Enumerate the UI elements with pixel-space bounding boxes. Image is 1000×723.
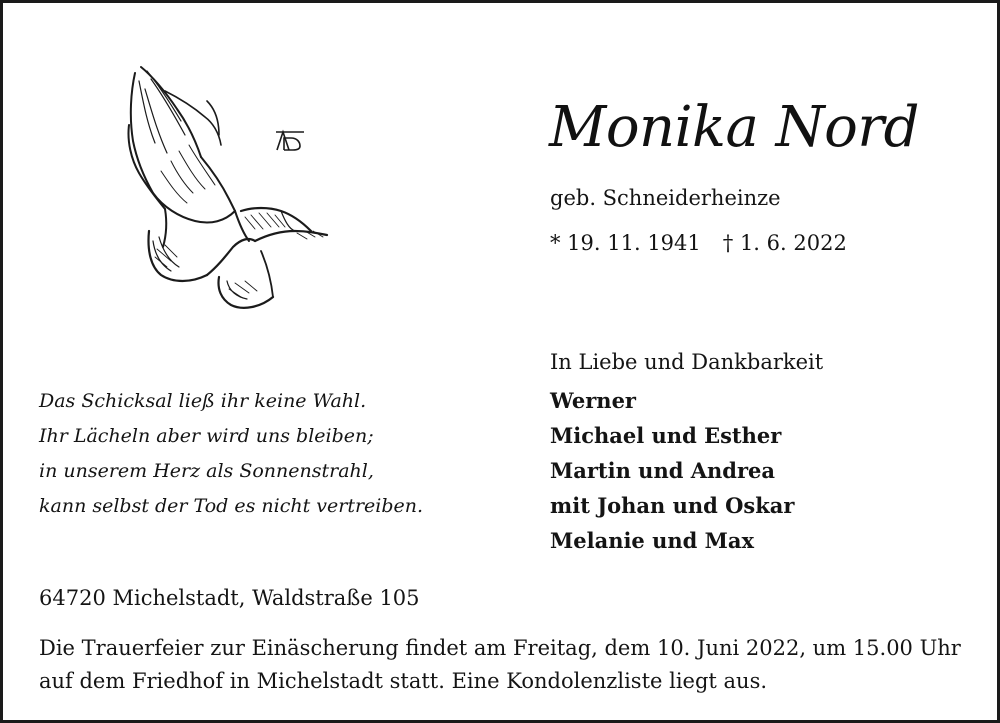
notice-line: Die Trauerfeier zur Einäscherung findet am Freitag, dem 10. Juni 2022, um 15.00 Uhr: [39, 636, 961, 660]
mourners-intro: In Liebe und Dankbarkeit: [550, 350, 824, 374]
maiden-name: geb. Schneiderheinze: [550, 186, 781, 210]
life-dates: [550, 231, 847, 255]
praying-hands-icon: [121, 61, 336, 311]
mourner-name: Melanie und Max: [550, 528, 755, 553]
deceased-name: Monika Nord: [549, 95, 919, 160]
poem-line: in unserem Herz als Sonnenstrahl,: [39, 460, 374, 482]
poem-line: Ihr Lächeln aber wird uns bleiben;: [39, 425, 374, 447]
family-address: 64720 Michelstadt, Waldstraße 105: [39, 586, 420, 610]
mourner-name: mit Johan und Oskar: [550, 493, 795, 518]
memorial-poem: [39, 387, 423, 527]
poem-line: kann selbst der Tod es nicht vertreiben.: [39, 495, 424, 517]
death-date: † 1. 6. 2022: [722, 231, 847, 255]
funeral-notice: [39, 633, 979, 699]
durer-monogram-icon: [275, 129, 305, 151]
mourner-name: Martin und Andrea: [550, 458, 775, 483]
mourner-name: Michael und Esther: [550, 423, 782, 448]
poem-line: Das Schicksal ließ ihr keine Wahl.: [39, 390, 367, 412]
birth-date: * 19. 11. 1941: [550, 231, 701, 255]
mourners-list: [550, 386, 794, 561]
notice-line: auf dem Friedhof in Michelstadt statt. Eine Kondolenzliste liegt aus.: [39, 669, 768, 693]
mourner-name: Werner: [550, 388, 636, 413]
